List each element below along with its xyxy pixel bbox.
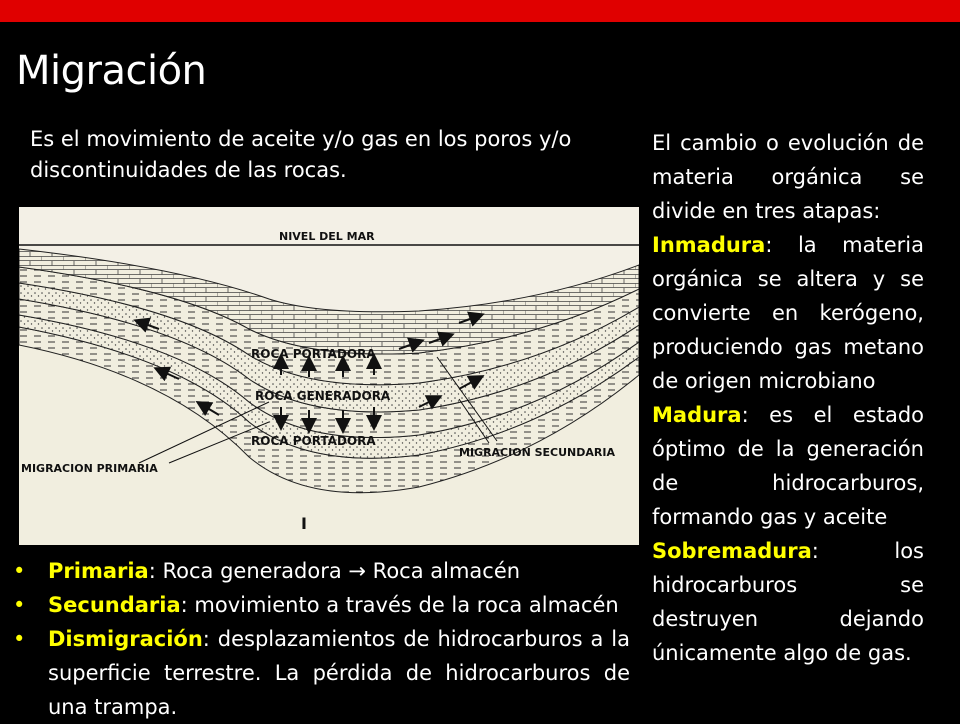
stage-immature-text: : la materia orgánica se altera y se convierte en kerógeno, produciendo gas metano de origen microbiano — [652, 233, 924, 393]
list-item — [0, 622, 630, 724]
stage-mature-text: : es el estado óptimo de la generación de hidrocarburos, formando gas y aceite — [652, 403, 924, 529]
stages-intro: El cambio o evolución de materia orgánica se divide en tres atapas: — [652, 131, 924, 223]
bullet-icon: • — [13, 593, 26, 617]
stage-immature — [652, 228, 924, 398]
secondary-migration-label: MIGRACION SECUNDARIA — [459, 446, 615, 459]
carrier-rock-bottom-label: ROCA PORTADORA — [251, 434, 376, 448]
source-rock-label: ROCA GENERADORA — [255, 389, 391, 403]
bullet-icon: • — [13, 559, 26, 583]
list-item — [0, 588, 630, 622]
stage-overmature — [652, 534, 924, 670]
migration-types-list — [0, 554, 630, 724]
stage-mature-label: Madura — [652, 403, 742, 427]
bullet-label: Secundaria — [48, 593, 181, 617]
stage-immature-label: Inmadura — [652, 233, 766, 257]
figure-number: I — [301, 514, 307, 533]
migration-definition: Es el movimiento de aceite y/o gas en los poros y/o discontinuidades de las rocas. — [30, 127, 572, 182]
slide-accent-bar — [0, 0, 960, 22]
sea-level-label: NIVEL DEL MAR — [279, 230, 375, 243]
slide-title: Migración — [16, 48, 207, 94]
primary-migration-label: MIGRACION PRIMARIA — [21, 462, 158, 475]
list-item — [0, 554, 630, 588]
stage-mature — [652, 398, 924, 534]
migration-diagram — [19, 207, 639, 545]
carrier-rock-top-label: ROCA PORTADORA — [251, 347, 376, 361]
bullet-text: : Roca generadora → Roca almacén — [148, 559, 521, 583]
bullet-label: Primaria — [48, 559, 149, 583]
bullet-label: Dismigración — [48, 627, 203, 651]
stage-overmature-text: : los hidrocarburos se destruyen dejando únicamente algo de gas. — [652, 539, 924, 665]
bullet-icon: • — [13, 627, 26, 651]
maturation-stages-panel — [652, 126, 924, 670]
stage-overmature-label: Sobremadura — [652, 539, 812, 563]
bullet-text: : desplazamientos de hidrocarburos a la superficie terrestre. La pérdida de hidrocarburos de una trampa. — [48, 627, 630, 719]
bullet-text: : movimiento a través de la roca almacén — [180, 593, 619, 617]
